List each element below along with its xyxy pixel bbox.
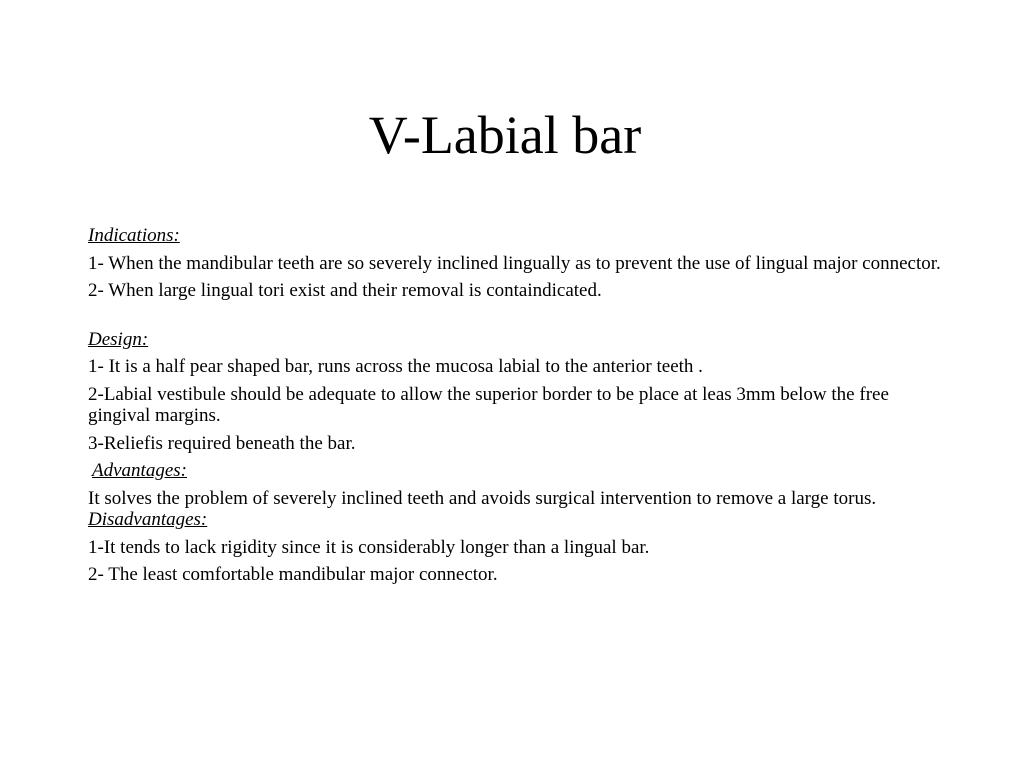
design-item: 1- It is a half pear shaped bar, runs across the mucosa labial to the anterior teeth . bbox=[88, 356, 703, 377]
advantage-item: It solves the problem of severely inclined teeth and avoids surgical intervention to remove a large torus. bbox=[88, 487, 877, 509]
disadvantage-item: 2- The least comfortable mandibular major connector. bbox=[88, 564, 498, 585]
disadvantage-item: 1-It tends to lack rigidity since it is considerably longer than a lingual bar. bbox=[88, 536, 650, 558]
design-heading: Design: bbox=[88, 328, 149, 350]
indications-heading: Indications: bbox=[88, 225, 180, 246]
indication-item: 1- When the mandibular teeth are so severely inclined lingually as to prevent the use of lingual major connector. bbox=[88, 252, 941, 274]
design-item: 2-Labial vestibule should be adequate to allow the superior border to be place at leas 3mm below the free gingival margins. bbox=[88, 383, 889, 426]
disadvantages-heading: Disadvantages: bbox=[88, 509, 208, 530]
slide-title: V-Labial bar bbox=[368, 105, 642, 165]
design-item: 3-Reliefis required beneath the bar. bbox=[88, 432, 356, 454]
advantages-heading: Advantages: bbox=[92, 460, 187, 481]
indication-item: 2- When large lingual tori exist and their removal is containdicated. bbox=[88, 280, 602, 301]
slide-body bbox=[88, 225, 948, 586]
